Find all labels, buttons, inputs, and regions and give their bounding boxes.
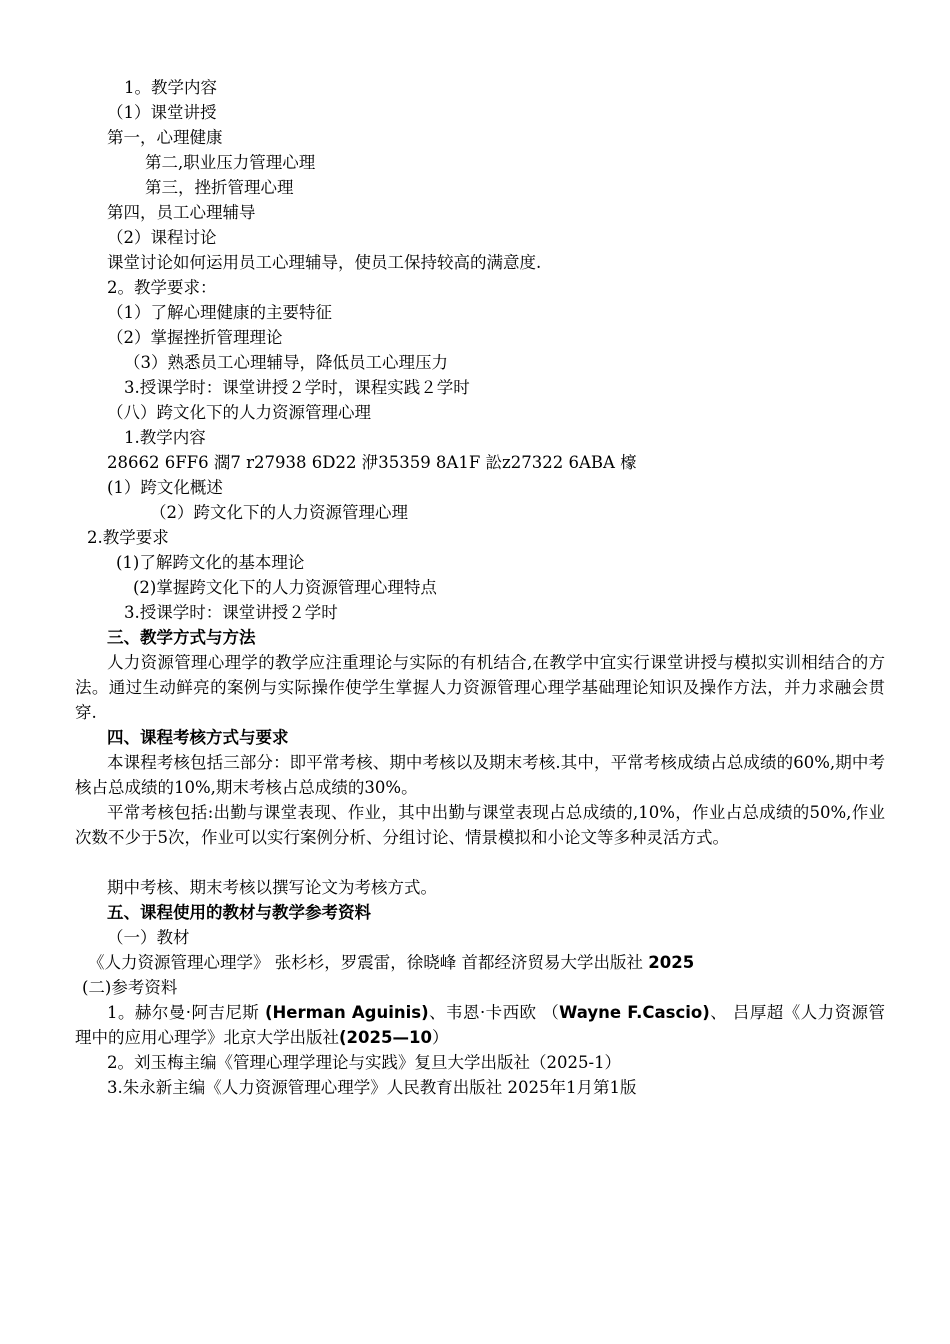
subsection-heading: (二)参考资料 — [82, 978, 178, 997]
list-item: (1）跨文化概述 — [107, 478, 223, 497]
list-item: (2)掌握跨文化下的人力资源管理心理特点 — [133, 578, 437, 597]
chapter-heading: （八）跨文化下的人力资源管理心理 — [107, 403, 371, 422]
list-item: 第四，员工心理辅导 — [107, 203, 256, 222]
list-item: 第三，挫折管理心理 — [145, 178, 294, 197]
paragraph — [75, 750, 885, 800]
list-item: 第一，心理健康 — [107, 128, 223, 147]
section-heading: 1.教学内容 — [124, 428, 206, 447]
paragraph — [75, 800, 885, 850]
chapter-heading: 五、课程使用的教材与教学参考资料 — [107, 903, 371, 922]
garbled-text-line: 28662 6FF6 濶7 r27938 6D22 洢35359 8A1F 訟z27322 6ABA 檺 — [107, 453, 637, 472]
reference-entry: 3.朱永新主编《人力资源管理心理学》人民教育出版社 2025年1月第1版 — [107, 1078, 637, 1097]
subsection-heading: （2）课程讨论 — [107, 228, 217, 247]
textbook-year: 2025 — [648, 953, 695, 972]
subsection-heading: （一）教材 — [107, 928, 190, 947]
body-text: 课堂讨论如何运用员工心理辅导，使员工保持较高的满意度. — [107, 253, 542, 272]
chapter-heading: 四、课程考核方式与要求 — [107, 728, 289, 747]
list-item: （1）了解心理健康的主要特征 — [107, 303, 332, 322]
section-heading: 2.教学要求 — [87, 528, 169, 547]
chapter-heading: 三、教学方式与方法 — [107, 628, 256, 647]
paragraph — [75, 650, 885, 725]
list-item: （2）掌握挫折管理理论 — [107, 328, 283, 347]
section-heading: 2。教学要求： — [107, 278, 217, 297]
body-text: 期中考核、期末考核以撰写论文为考核方式。 — [107, 878, 437, 897]
section-heading: 1。教学内容 — [124, 78, 217, 97]
list-item: （2）跨文化下的人力资源管理心理 — [150, 503, 408, 522]
textbook-entry — [88, 950, 694, 975]
reference-text: 1。赫尔曼·阿吉尼斯 (Herman Aguinis)、韦恩·卡西欧 （Wayne F.Cascio)、 吕厚超《人力资源管理中的应用心理学》北京大学出版社(2025—10） — [75, 1003, 885, 1047]
subsection-heading: （1）课堂讲授 — [107, 103, 217, 122]
reference-entry: 2。刘玉梅主编《管理心理学理论与实践》复旦大学出版社（2025-1） — [107, 1053, 622, 1072]
body-text: 3.授课学时：课堂讲授２学时，课程实践２学时 — [124, 378, 470, 397]
list-item: 第二,职业压力管理心理 — [145, 153, 316, 172]
paragraph-text: 本课程考核包括三部分：即平常考核、期中考核以及期末考核.其中，平常考核成绩占总成绩的60%,期中考核占总成绩的10%,期末考核占总成绩的30%。 — [75, 753, 885, 797]
reference-entry — [75, 1000, 885, 1050]
paragraph-text: 平常考核包括:出勤与课堂表现、作业，其中出勤与课堂表现占总成绩的,10%，作业占总成绩的50%,作业次数不少于5次，作业可以实行案例分析、分组讨论、情景模拟和小论文等多种灵活方式。 — [75, 803, 885, 847]
paragraph-text: 人力资源管理心理学的教学应注重理论与实际的有机结合,在教学中宜实行课堂讲授与模拟实训相结合的方法。通过生动鲜亮的案例与实际操作使学生掌握人力资源管理心理学基础理论知识及操作方法，并力求融会贯穿. — [75, 653, 885, 722]
list-item: （3）熟悉员工心理辅导，降低员工心理压力 — [124, 353, 448, 372]
body-text: 3.授课学时：课堂讲授２学时 — [124, 603, 338, 622]
list-item: (1)了解跨文化的基本理论 — [116, 553, 305, 572]
textbook-text: 《人力资源管理心理学》 张杉杉，罗震雷，徐晓峰 首都经济贸易大学出版社 — [88, 953, 649, 972]
